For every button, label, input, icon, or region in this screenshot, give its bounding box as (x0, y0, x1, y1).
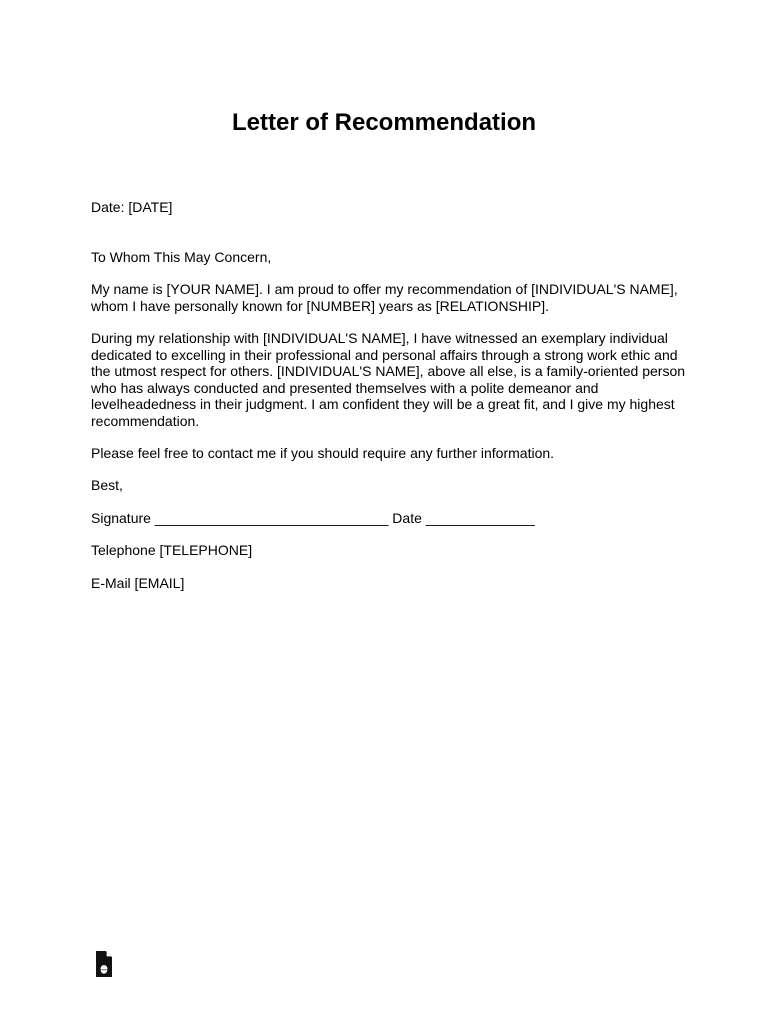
email-line: E-Mail [EMAIL] (91, 575, 185, 591)
paragraph-line: dedicated to excelling in their professional and personal affairs through a strong work ethic and (91, 346, 678, 363)
paragraph-line: who has always conducted and presented themselves with a polite demeanor and (91, 379, 599, 396)
date-line: Date: [DATE] (91, 199, 173, 215)
paragraph-contact: Please feel free to contact me if you should require any further information. (91, 445, 555, 461)
salutation: To Whom This May Concern, (91, 249, 272, 265)
eforms-logo-icon (94, 950, 114, 978)
paragraph-line: levelheadedness in their judgment. I am confident they will be a great fit, and I give my highest (91, 396, 675, 412)
page-title: Letter of Recommendation (231, 109, 537, 136)
paragraph-line: During my relationship with [INDIVIDUAL'S NAME], I have witnessed an exemplary individual (91, 330, 668, 346)
signature-line: Signature ______________________________ Date ______________ (91, 510, 535, 526)
telephone-line: Telephone [TELEPHONE] (91, 542, 253, 558)
closing: Best, (91, 477, 123, 493)
paragraph-line: whom I have personally known for [NUMBER] years as [RELATIONSHIP]. (91, 297, 550, 314)
paragraph-line: the utmost respect for others. [INDIVIDUAL'S NAME], above all else, is a family-oriented person (91, 363, 686, 379)
paragraph-line: recommendation. (91, 412, 200, 429)
paragraph-endorsement (91, 330, 691, 429)
paragraph-line: My name is [YOUR NAME]. I am proud to offer my recommendation of [INDIVIDUAL'S NAME], (91, 281, 678, 297)
paragraph-introduction (91, 281, 691, 314)
